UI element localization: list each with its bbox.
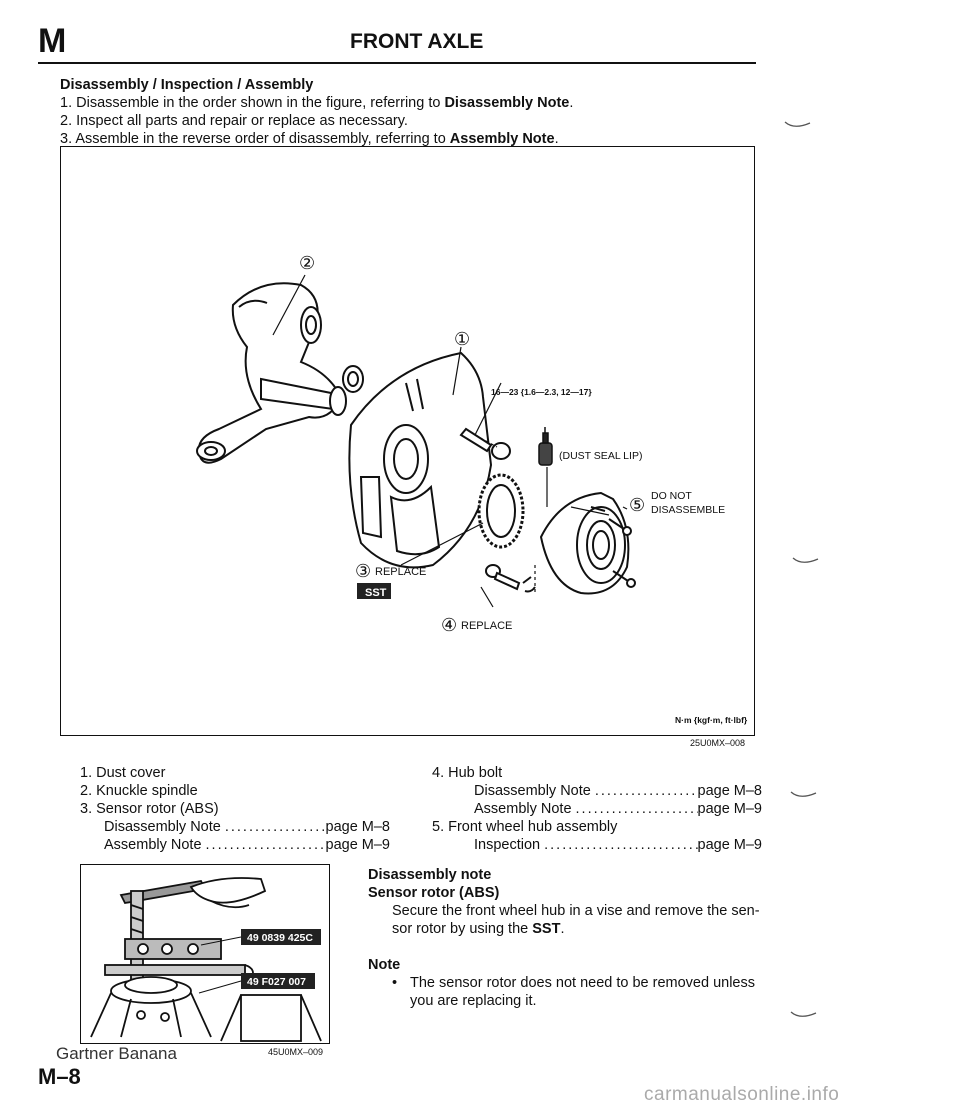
header-rule: [38, 62, 756, 64]
page-ref: page M–9: [325, 837, 390, 853]
item-label: Disassembly Note: [474, 783, 591, 799]
body-sst-ref: SST: [532, 921, 561, 937]
sensor-rotor-drawing: [479, 475, 523, 547]
illustration-code: 45U0MX–009: [268, 1047, 324, 1057]
dust-seal-label: (DUST SEAL LIP): [559, 450, 643, 462]
intro-heading: Disassembly / Inspection / Assembly: [60, 77, 314, 93]
step-end: .: [554, 131, 559, 147]
list-item: [80, 782, 390, 800]
torque-spec: 16—23 {1.6—2.3, 12—17}: [491, 387, 592, 397]
grease-tube-icon: [539, 427, 552, 465]
margin-tick: [784, 120, 812, 130]
list-item: [80, 800, 390, 818]
knuckle-spindle-drawing: [197, 283, 363, 462]
note-heading: Disassembly note: [368, 867, 492, 883]
leader-dots: [540, 836, 697, 854]
bullet-dot: •: [392, 975, 398, 991]
sst-usage-illustration: [80, 864, 330, 1044]
note-body-line-1: Secure the front wheel hub in a vise and remove the sen-: [392, 903, 760, 919]
note-subheading: Sensor rotor (ABS): [368, 885, 500, 901]
callout-1: ①: [454, 329, 471, 349]
tool-number-2: 49 F027 007: [247, 976, 306, 988]
callout-3: ③: [355, 561, 372, 581]
page-ref: page M–8: [325, 819, 390, 835]
leader-dots: [572, 800, 698, 818]
step-text: 2. Inspect all parts and repair or replace as necessary.: [60, 113, 408, 129]
units-label: N·m {kgf·m, ft·lbf}: [675, 715, 748, 725]
item-label: 5. Front wheel hub assembly: [432, 819, 618, 835]
step-ref: Disassembly Note: [444, 95, 570, 111]
hub-bolt-drawing: [486, 565, 535, 592]
item-label: 3. Sensor rotor (ABS): [80, 801, 219, 817]
section-letter: M: [38, 22, 68, 60]
item-label: Disassembly Note: [104, 819, 221, 835]
step-text: 3. Assemble in the reverse order of disassembly, referring to: [60, 131, 450, 147]
list-item: [432, 800, 762, 818]
parts-list-left: [80, 764, 390, 854]
page-ref: page M–9: [697, 801, 762, 817]
disassemble-label: DISASSEMBLE: [651, 504, 726, 516]
disassembly-note: [368, 866, 763, 1010]
list-item: [80, 836, 390, 854]
puller-drawing: [81, 865, 329, 1043]
note-label: Note: [368, 957, 401, 973]
item-label: 4. Hub bolt: [432, 765, 503, 781]
note-body-line-2: [368, 920, 763, 938]
item-label: Inspection: [474, 837, 541, 853]
replace-label-3: REPLACE: [375, 566, 427, 578]
list-item: [432, 782, 762, 800]
item-label: Assembly Note: [104, 837, 202, 853]
sst-badge-label: SST: [365, 587, 387, 599]
watermark: carmanualsonline.info: [644, 1084, 840, 1105]
figure-code: 25U0MX–008: [690, 738, 746, 748]
margin-tick: [792, 556, 820, 566]
leader-dots: [221, 818, 326, 836]
item-label: 2. Knuckle spindle: [80, 783, 198, 799]
margin-tick: [790, 1010, 818, 1020]
footer-name: Gartner Banana: [56, 1044, 177, 1063]
wheel-hub-drawing: [541, 493, 635, 593]
step-end: .: [569, 95, 574, 111]
list-item: [432, 818, 762, 836]
do-not-label: DO NOT: [651, 490, 692, 502]
step-ref: Assembly Note: [449, 131, 555, 147]
callout-4: ④: [441, 615, 458, 635]
item-label: 1. Dust cover: [80, 765, 166, 781]
callout-2: ②: [299, 253, 316, 273]
list-item: [432, 764, 762, 782]
callout-5: ⑤: [629, 495, 646, 515]
list-item: [432, 836, 762, 854]
body-end: .: [560, 921, 565, 937]
list-item: [80, 764, 390, 782]
step-text: 1. Disassemble in the order shown in the figure, referring to: [60, 95, 445, 111]
parts-list-right: [432, 764, 762, 854]
item-label: Assembly Note: [474, 801, 572, 817]
leader-dots: [202, 836, 326, 854]
intro-block: [60, 76, 573, 148]
leader-dots: [591, 782, 698, 800]
dust-cover-drawing: [349, 353, 491, 567]
page-number: M–8: [38, 1064, 81, 1089]
exploded-view-figure: [60, 146, 755, 736]
exploded-view-drawing: [61, 147, 754, 735]
note-line-2: you are replacing it.: [410, 993, 537, 1009]
note-line-1: The sensor rotor does not need to be removed unless: [410, 975, 755, 991]
tool-number-1: 49 0839 425C: [247, 932, 313, 944]
list-item: [80, 818, 390, 836]
note-bullet: [368, 974, 763, 992]
page-ref: page M–8: [697, 783, 762, 799]
intro-step-2: [60, 112, 573, 130]
intro-step-1: [60, 94, 573, 112]
replace-label-4: REPLACE: [461, 620, 513, 632]
margin-tick: [790, 790, 818, 800]
page-ref: page M–9: [697, 837, 762, 853]
body-text: sor rotor by using the: [392, 921, 533, 937]
page-title: FRONT AXLE: [350, 30, 484, 53]
